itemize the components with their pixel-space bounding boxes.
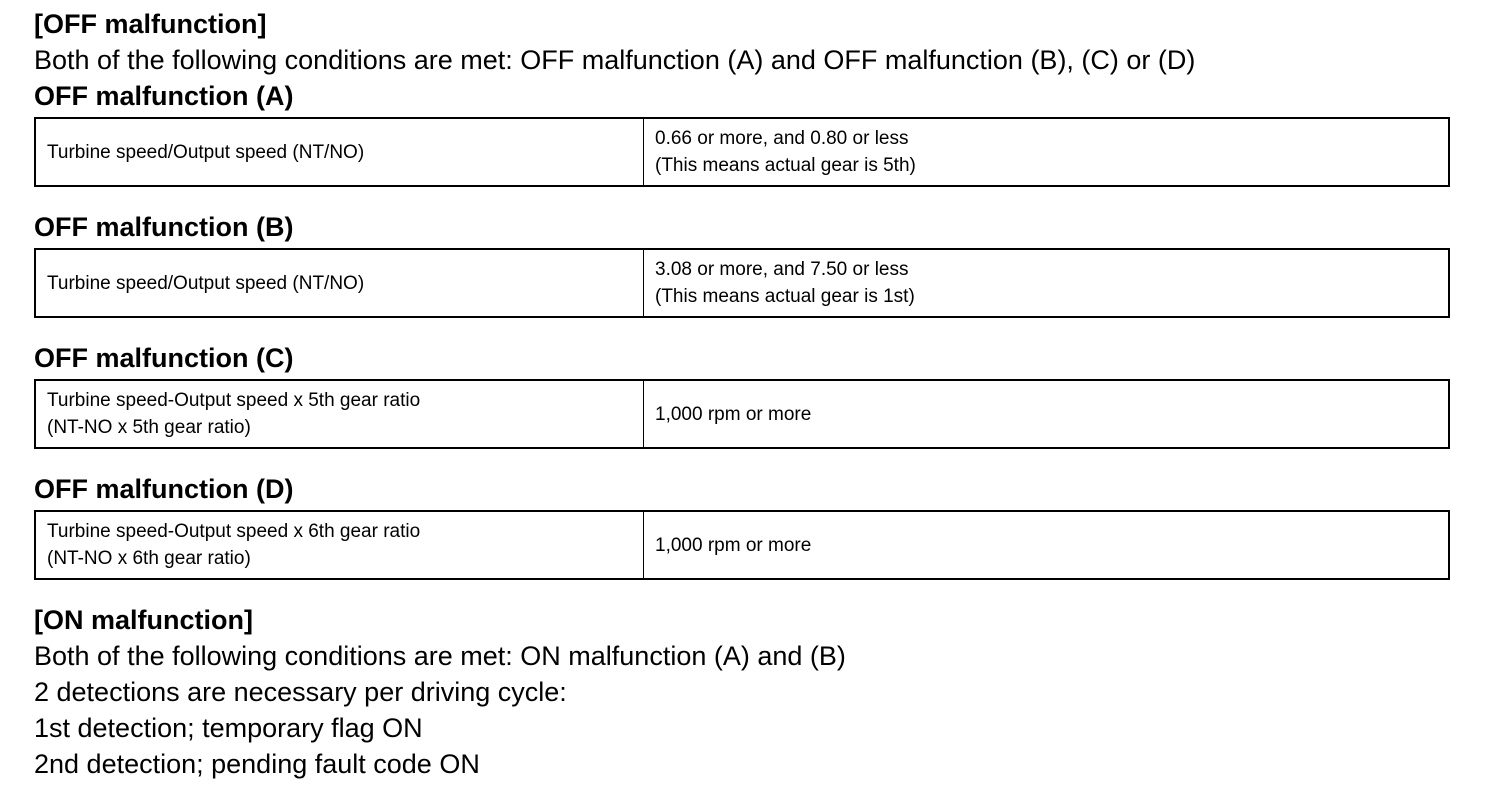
parameter-text: Turbine speed/Output speed (NT/NO) xyxy=(47,272,365,294)
detection-requirement: 2 detections are necessary per driving cycle: xyxy=(34,677,567,707)
table-row xyxy=(35,249,1449,317)
off-malfunction-c-table xyxy=(34,379,1450,449)
off-malfunction-d-table xyxy=(34,510,1450,580)
parameter-text: Turbine speed-Output speed x 5th gear ratio xyxy=(47,390,421,411)
off-malfunction-b-table xyxy=(34,248,1450,318)
off-malfunction-title: [OFF malfunction] xyxy=(34,9,267,39)
parameter-cell xyxy=(35,511,644,579)
parameter-cell xyxy=(35,118,644,186)
off-malfunction-b-heading: OFF malfunction (B) xyxy=(34,212,294,242)
table-row xyxy=(35,511,1449,579)
off-malfunction-a-table xyxy=(34,117,1450,187)
parameter-formula: (NT-NO x 6th gear ratio) xyxy=(47,548,251,569)
parameter-cell xyxy=(35,249,644,317)
off-malfunction-a-heading: OFF malfunction (A) xyxy=(34,81,294,111)
threshold-note: (This means actual gear is 5th) xyxy=(655,155,916,176)
first-detection: 1st detection; temporary flag ON xyxy=(34,713,423,743)
table-row xyxy=(35,380,1449,448)
threshold-text: 0.66 or more, and 0.80 or less xyxy=(655,128,909,149)
document-page xyxy=(34,6,1452,782)
threshold-cell xyxy=(644,249,1450,317)
threshold-note: (This means actual gear is 1st) xyxy=(655,286,915,307)
threshold-text: 1,000 rpm or more xyxy=(655,403,812,425)
parameter-text: Turbine speed-Output speed x 6th gear ratio xyxy=(47,521,421,542)
parameter-text: Turbine speed/Output speed (NT/NO) xyxy=(47,141,365,163)
second-detection: 2nd detection; pending fault code ON xyxy=(34,749,480,779)
off-malfunction-c-heading: OFF malfunction (C) xyxy=(34,343,294,373)
off-malfunction-description: Both of the following conditions are met: OFF malfunction (A) and OFF malfunction (B), (C) or (D) xyxy=(34,45,1196,75)
off-malfunction-d-heading: OFF malfunction (D) xyxy=(34,474,294,504)
threshold-cell xyxy=(644,380,1450,448)
threshold-cell xyxy=(644,118,1450,186)
on-malfunction-title: [ON malfunction] xyxy=(34,605,253,635)
parameter-cell xyxy=(35,380,644,448)
table-row xyxy=(35,118,1449,186)
parameter-formula: (NT-NO x 5th gear ratio) xyxy=(47,417,251,438)
threshold-cell xyxy=(644,511,1450,579)
on-malfunction-description: Both of the following conditions are met: ON malfunction (A) and (B) xyxy=(34,641,846,671)
threshold-text: 1,000 rpm or more xyxy=(655,534,812,556)
threshold-text: 3.08 or more, and 7.50 or less xyxy=(655,259,909,280)
